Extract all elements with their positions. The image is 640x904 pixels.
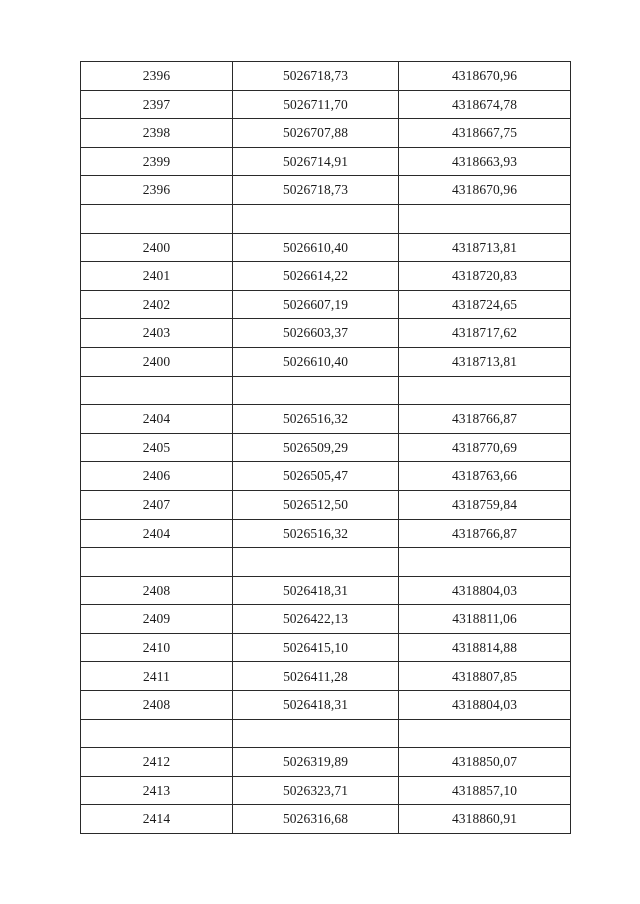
point-number-cell: 2405 — [81, 433, 233, 462]
x-coordinate-cell — [233, 204, 399, 233]
y-coordinate-cell: 4318670,96 — [399, 62, 571, 91]
point-number-cell: 2401 — [81, 262, 233, 291]
point-number-cell: 2414 — [81, 805, 233, 834]
point-number-cell: 2408 — [81, 691, 233, 720]
x-coordinate-cell: 5026714,91 — [233, 147, 399, 176]
table-row — [81, 691, 571, 720]
y-coordinate-cell: 4318720,83 — [399, 262, 571, 291]
y-coordinate-cell: 4318670,96 — [399, 176, 571, 205]
y-coordinate-cell: 4318766,87 — [399, 405, 571, 434]
y-coordinate-cell: 4318713,81 — [399, 233, 571, 262]
x-coordinate-cell: 5026610,40 — [233, 233, 399, 262]
point-number-cell: 2400 — [81, 347, 233, 376]
separator-row — [81, 548, 571, 577]
point-number-cell: 2404 — [81, 405, 233, 434]
x-coordinate-cell: 5026718,73 — [233, 62, 399, 91]
y-coordinate-cell: 4318860,91 — [399, 805, 571, 834]
x-coordinate-cell: 5026411,28 — [233, 662, 399, 691]
table-row — [81, 433, 571, 462]
x-coordinate-cell: 5026415,10 — [233, 633, 399, 662]
y-coordinate-cell: 4318663,93 — [399, 147, 571, 176]
table-row — [81, 233, 571, 262]
point-number-cell: 2404 — [81, 519, 233, 548]
point-number-cell: 2399 — [81, 147, 233, 176]
y-coordinate-cell: 4318770,69 — [399, 433, 571, 462]
point-number-cell — [81, 719, 233, 748]
point-number-cell: 2396 — [81, 176, 233, 205]
x-coordinate-cell: 5026607,19 — [233, 290, 399, 319]
y-coordinate-cell: 4318804,03 — [399, 691, 571, 720]
y-coordinate-cell: 4318811,06 — [399, 605, 571, 634]
point-number-cell: 2396 — [81, 62, 233, 91]
separator-row — [81, 376, 571, 405]
x-coordinate-cell: 5026614,22 — [233, 262, 399, 291]
table-row — [81, 319, 571, 348]
table-row — [81, 462, 571, 491]
y-coordinate-cell: 4318814,88 — [399, 633, 571, 662]
x-coordinate-cell: 5026509,29 — [233, 433, 399, 462]
y-coordinate-cell: 4318807,85 — [399, 662, 571, 691]
y-coordinate-cell: 4318724,65 — [399, 290, 571, 319]
separator-row — [81, 204, 571, 233]
x-coordinate-cell: 5026505,47 — [233, 462, 399, 491]
y-coordinate-cell: 4318759,84 — [399, 490, 571, 519]
point-number-cell: 2411 — [81, 662, 233, 691]
point-number-cell — [81, 548, 233, 577]
point-number-cell: 2406 — [81, 462, 233, 491]
x-coordinate-cell — [233, 719, 399, 748]
point-number-cell: 2397 — [81, 90, 233, 119]
table-row — [81, 347, 571, 376]
point-number-cell: 2402 — [81, 290, 233, 319]
x-coordinate-cell: 5026323,71 — [233, 776, 399, 805]
table-row — [81, 90, 571, 119]
y-coordinate-cell: 4318717,62 — [399, 319, 571, 348]
point-number-cell: 2409 — [81, 605, 233, 634]
table-row — [81, 748, 571, 777]
table-row — [81, 62, 571, 91]
x-coordinate-cell: 5026603,37 — [233, 319, 399, 348]
table-row — [81, 262, 571, 291]
y-coordinate-cell — [399, 719, 571, 748]
table-row — [81, 776, 571, 805]
table-row — [81, 119, 571, 148]
x-coordinate-cell: 5026516,32 — [233, 519, 399, 548]
x-coordinate-cell — [233, 548, 399, 577]
y-coordinate-cell: 4318857,10 — [399, 776, 571, 805]
x-coordinate-cell — [233, 376, 399, 405]
y-coordinate-cell: 4318667,75 — [399, 119, 571, 148]
coordinates-table — [80, 61, 571, 834]
point-number-cell: 2413 — [81, 776, 233, 805]
y-coordinate-cell — [399, 204, 571, 233]
table-row — [81, 633, 571, 662]
table-row — [81, 805, 571, 834]
x-coordinate-cell: 5026512,50 — [233, 490, 399, 519]
x-coordinate-cell: 5026711,70 — [233, 90, 399, 119]
x-coordinate-cell: 5026316,68 — [233, 805, 399, 834]
coordinates-table-body — [81, 62, 571, 834]
y-coordinate-cell — [399, 376, 571, 405]
point-number-cell — [81, 376, 233, 405]
x-coordinate-cell: 5026707,88 — [233, 119, 399, 148]
y-coordinate-cell: 4318763,66 — [399, 462, 571, 491]
table-row — [81, 290, 571, 319]
x-coordinate-cell: 5026319,89 — [233, 748, 399, 777]
table-row — [81, 147, 571, 176]
point-number-cell: 2403 — [81, 319, 233, 348]
point-number-cell: 2412 — [81, 748, 233, 777]
y-coordinate-cell: 4318713,81 — [399, 347, 571, 376]
separator-row — [81, 719, 571, 748]
x-coordinate-cell: 5026610,40 — [233, 347, 399, 376]
y-coordinate-cell — [399, 548, 571, 577]
table-row — [81, 576, 571, 605]
x-coordinate-cell: 5026516,32 — [233, 405, 399, 434]
x-coordinate-cell: 5026418,31 — [233, 576, 399, 605]
table-row — [81, 605, 571, 634]
y-coordinate-cell: 4318674,78 — [399, 90, 571, 119]
y-coordinate-cell: 4318804,03 — [399, 576, 571, 605]
table-row — [81, 662, 571, 691]
point-number-cell: 2398 — [81, 119, 233, 148]
table-row — [81, 405, 571, 434]
point-number-cell: 2407 — [81, 490, 233, 519]
x-coordinate-cell: 5026718,73 — [233, 176, 399, 205]
point-number-cell: 2410 — [81, 633, 233, 662]
x-coordinate-cell: 5026422,13 — [233, 605, 399, 634]
table-row — [81, 519, 571, 548]
table-row — [81, 490, 571, 519]
point-number-cell: 2400 — [81, 233, 233, 262]
y-coordinate-cell: 4318850,07 — [399, 748, 571, 777]
point-number-cell: 2408 — [81, 576, 233, 605]
point-number-cell — [81, 204, 233, 233]
y-coordinate-cell: 4318766,87 — [399, 519, 571, 548]
x-coordinate-cell: 5026418,31 — [233, 691, 399, 720]
table-row — [81, 176, 571, 205]
